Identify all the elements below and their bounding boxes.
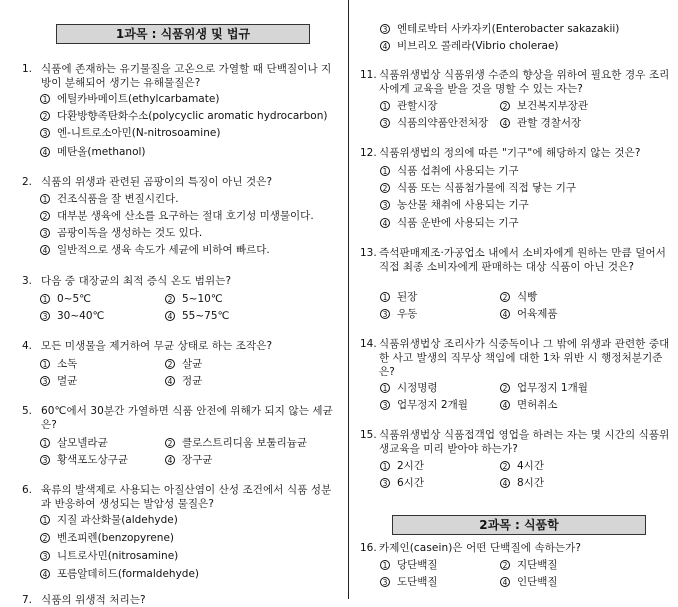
- option-1[interactable]: [380, 164, 519, 178]
- option-text: 메탄올(methanol): [57, 146, 146, 158]
- question-number: 5.: [22, 405, 33, 417]
- option-text: 면허취소: [517, 399, 558, 411]
- option-mark: 4: [380, 218, 390, 228]
- option-mark: 2: [165, 294, 175, 304]
- option-text: 30~40℃: [57, 310, 105, 322]
- option-mark: 2: [500, 383, 510, 393]
- option-mark: 3: [380, 478, 390, 488]
- option-1[interactable]: [380, 99, 438, 113]
- option-1[interactable]: [40, 357, 77, 371]
- question-3: [22, 274, 340, 288]
- option-mark: 2: [500, 461, 510, 471]
- question-stem: 식품의 위생적 처리는?: [41, 594, 146, 606]
- option-3[interactable]: [40, 309, 104, 323]
- option-text: 소독: [57, 358, 78, 370]
- question-14: [360, 337, 670, 379]
- question-stem: 다음 중 대장균의 최적 증식 온도 범위는?: [41, 275, 232, 287]
- option-text: 벤조피렌(benzopyrene): [57, 532, 175, 544]
- option-mark: 4: [500, 400, 510, 410]
- question-stem: 식품위생법의 정의에 따른 "기구"에 해당하지 않는 것은?: [379, 147, 641, 159]
- option-3[interactable]: [40, 453, 128, 467]
- option-text: 보건복지부장관: [517, 100, 589, 112]
- option-3[interactable]: [40, 374, 77, 388]
- option-text: 어육제품: [517, 308, 558, 320]
- option-mark: 4: [165, 376, 175, 386]
- question-stem: 모든 미생물을 제거하여 무균 상태로 하는 조작은?: [41, 340, 273, 352]
- option-mark: 3: [380, 200, 390, 210]
- option-4[interactable]: [500, 575, 558, 589]
- option-2[interactable]: [40, 109, 327, 123]
- option-2[interactable]: [500, 290, 537, 304]
- option-1[interactable]: [40, 513, 178, 527]
- option-text: 대부분 생육에 산소를 요구하는 절대 호기성 미생물이다.: [57, 210, 314, 222]
- option-1[interactable]: [40, 436, 108, 450]
- option-3[interactable]: [380, 476, 424, 490]
- question-13: [360, 246, 670, 274]
- option-2[interactable]: [165, 436, 307, 450]
- section-header-2: 2과목 : 식품학: [392, 515, 646, 535]
- option-mark: 3: [380, 400, 390, 410]
- option-3[interactable]: [380, 22, 619, 36]
- option-text: 8시간: [517, 477, 544, 489]
- question-number: 3.: [22, 275, 33, 287]
- question-number: 14.: [360, 338, 377, 350]
- question-stem: 즉석판매제조·가공업소 내에서 소비자에게 원하는 만큼 덜어서 직접 최종 소비자에게 판매하는 대상 식품이 아닌 것은?: [379, 247, 666, 273]
- option-mark: 1: [40, 359, 50, 369]
- option-mark: 2: [40, 111, 50, 121]
- option-mark: 3: [40, 551, 50, 561]
- option-4[interactable]: [165, 374, 202, 388]
- option-1[interactable]: [380, 558, 438, 572]
- question-16: [360, 541, 670, 555]
- question-number: 4.: [22, 340, 33, 352]
- question-number: 16.: [360, 542, 377, 554]
- option-text: 식빵: [517, 291, 538, 303]
- option-mark: 1: [40, 294, 50, 304]
- option-mark: 4: [40, 569, 50, 579]
- question-stem: 60℃에서 30분간 가열하면 식품 안전에 위해가 되지 않는 세균은?: [41, 405, 333, 431]
- option-2[interactable]: [500, 459, 544, 473]
- question-stem: 식품위생법상 조리사가 식중독이나 그 밖에 위생과 관련한 중대한 사고 발생의 직무상 책임에 대한 1차 위반 시 행정처분기준은?: [379, 338, 670, 378]
- question-7-partial: [22, 593, 340, 607]
- option-text: 업무정지 1개월: [517, 382, 588, 394]
- option-4[interactable]: [165, 453, 212, 467]
- option-1[interactable]: [40, 92, 219, 106]
- option-1[interactable]: [380, 381, 438, 395]
- option-text: 업무정지 2개월: [397, 399, 468, 411]
- option-text: 인단백질: [517, 576, 558, 588]
- option-mark: 3: [40, 455, 50, 465]
- question-12: [360, 146, 670, 160]
- option-2[interactable]: [500, 381, 588, 395]
- option-2[interactable]: [165, 292, 223, 306]
- option-mark: 2: [40, 533, 50, 543]
- option-text: 도단백질: [397, 576, 438, 588]
- option-mark: 3: [380, 118, 390, 128]
- option-text: 살균: [182, 358, 203, 370]
- option-text: 2시간: [397, 460, 424, 472]
- option-mark: 1: [380, 101, 390, 111]
- option-text: 된장: [397, 291, 418, 303]
- option-text: 농산물 채취에 사용되는 기구: [397, 199, 529, 211]
- option-mark: 2: [500, 292, 510, 302]
- option-text: 식품 또는 식품첨가물에 직접 닿는 기구: [397, 182, 576, 194]
- option-mark: 4: [380, 41, 390, 51]
- question-stem: 식품위생법상 식품위생 수준의 향상을 위하여 필요한 경우 조리사에게 교육을 받을 것을 명할 수 있는 자는?: [379, 69, 670, 95]
- option-mark: 1: [40, 94, 50, 104]
- option-mark: 4: [165, 455, 175, 465]
- option-text: 식품 섭취에 사용되는 기구: [397, 165, 519, 177]
- option-mark: 2: [500, 560, 510, 570]
- option-mark: 3: [40, 128, 50, 138]
- option-text: 니트로사민(nitrosamine): [57, 550, 179, 562]
- option-text: 황색포도상구균: [57, 454, 129, 466]
- question-stem: 카제인(casein)은 어떤 단백질에 속하는가?: [379, 542, 582, 554]
- question-6: [22, 483, 340, 511]
- question-number: 13.: [360, 247, 377, 259]
- option-2[interactable]: [500, 99, 588, 113]
- option-4[interactable]: [500, 398, 558, 412]
- option-mark: 4: [165, 311, 175, 321]
- option-2[interactable]: [500, 558, 558, 572]
- option-text: 관할시장: [397, 100, 438, 112]
- option-1[interactable]: [380, 290, 417, 304]
- question-4: [22, 339, 340, 353]
- option-text: 에틸카바메이트(ethylcarbamate): [57, 93, 220, 105]
- question-number: 6.: [22, 484, 33, 496]
- question-number: 7.: [22, 594, 33, 606]
- option-3[interactable]: [380, 116, 488, 130]
- question-number: 1.: [22, 63, 33, 75]
- option-mark: 1: [40, 194, 50, 204]
- option-text: 건조식품을 잘 변질시킨다.: [57, 193, 179, 205]
- option-mark: 4: [500, 478, 510, 488]
- question-15: [360, 428, 670, 456]
- option-mark: 4: [500, 118, 510, 128]
- option-text: 5~10℃: [182, 293, 223, 305]
- option-mark: 2: [380, 183, 390, 193]
- option-2[interactable]: [165, 357, 202, 371]
- option-text: 다환방향족탄화수소(polycyclic aromatic hydrocarbon): [57, 110, 328, 122]
- option-text: 일반적으로 생육 속도가 세균에 비하여 빠르다.: [57, 244, 270, 256]
- option-mark: 1: [380, 560, 390, 570]
- option-mark: 3: [40, 311, 50, 321]
- option-4[interactable]: [500, 476, 544, 490]
- option-mark: 4: [40, 147, 50, 157]
- option-3[interactable]: [380, 307, 417, 321]
- option-4[interactable]: [165, 309, 229, 323]
- question-stem: 식품에 존재하는 유기물질을 고온으로 가열할 때 단백질이나 지방이 분해되어 생기는 유해물질은?: [41, 63, 332, 89]
- option-3[interactable]: [380, 198, 529, 212]
- option-text: 엔-니트로소아민(N-nitrosoamine): [57, 127, 221, 139]
- question-2: [22, 175, 340, 189]
- option-mark: 1: [380, 461, 390, 471]
- option-mark: 3: [380, 309, 390, 319]
- question-number: 11.: [360, 69, 377, 81]
- option-3[interactable]: [40, 226, 202, 240]
- option-3[interactable]: [40, 126, 220, 140]
- question-5: [22, 404, 340, 432]
- option-2[interactable]: [40, 531, 174, 545]
- question-1: [22, 62, 340, 90]
- option-mark: 1: [380, 383, 390, 393]
- option-4[interactable]: [380, 216, 519, 230]
- option-1[interactable]: [380, 459, 424, 473]
- question-stem: 식품의 위생과 관련된 곰팡이의 특징이 아닌 것은?: [41, 176, 273, 188]
- option-4[interactable]: [40, 243, 270, 257]
- option-4[interactable]: [500, 116, 581, 130]
- option-mark: 1: [380, 292, 390, 302]
- option-4[interactable]: [500, 307, 558, 321]
- question-stem: 육류의 발색제로 사용되는 아질산염이 산성 조건에서 식품 성분과 반응하여 생성되는 발암성 물질은?: [41, 484, 332, 510]
- option-3[interactable]: [40, 549, 178, 563]
- option-mark: 4: [500, 309, 510, 319]
- option-mark: 4: [40, 245, 50, 255]
- question-number: 2.: [22, 176, 33, 188]
- option-text: 4시간: [517, 460, 544, 472]
- option-text: 포름알데히드(formaldehyde): [57, 568, 200, 580]
- column-divider: [348, 0, 349, 599]
- option-2[interactable]: [380, 181, 576, 195]
- option-text: 시정명령: [397, 382, 438, 394]
- option-1[interactable]: [40, 192, 179, 206]
- option-2[interactable]: [40, 209, 314, 223]
- option-mark: 4: [500, 577, 510, 587]
- option-mark: 3: [380, 577, 390, 587]
- option-mark: 1: [40, 438, 50, 448]
- option-mark: 2: [40, 211, 50, 221]
- section-header-1: 1과목 : 식품위생 및 법규: [56, 24, 310, 44]
- option-mark: 3: [380, 24, 390, 34]
- option-4[interactable]: [40, 145, 146, 159]
- question-stem: 식품위생법상 식품접객업 영업을 하려는 자는 몇 시간의 식품위생교육을 미리 받아야 하는가?: [379, 429, 670, 455]
- option-text: 우동: [397, 308, 418, 320]
- option-3[interactable]: [380, 575, 438, 589]
- question-number: 12.: [360, 147, 377, 159]
- option-text: 식품 운반에 사용되는 기구: [397, 217, 519, 229]
- option-3[interactable]: [380, 398, 468, 412]
- option-mark: 2: [500, 101, 510, 111]
- option-text: 식품의약품안전처장: [397, 117, 489, 129]
- option-text: 멸균: [57, 375, 78, 387]
- option-mark: 2: [165, 359, 175, 369]
- option-mark: 1: [40, 515, 50, 525]
- option-text: 장구균: [182, 454, 213, 466]
- option-text: 0~5℃: [57, 293, 91, 305]
- option-text: 클로스트리디움 보툴리늄균: [182, 437, 308, 449]
- option-4[interactable]: [380, 39, 559, 53]
- option-text: 지질 과산화물(aldehyde): [57, 514, 178, 526]
- option-text: 당단백질: [397, 559, 438, 571]
- option-text: 살모넬라균: [57, 437, 108, 449]
- option-text: 55~75℃: [182, 310, 230, 322]
- option-mark: 2: [165, 438, 175, 448]
- question-11: [360, 68, 670, 96]
- option-text: 6시간: [397, 477, 424, 489]
- option-1[interactable]: [40, 292, 91, 306]
- option-4[interactable]: [40, 567, 199, 581]
- option-text: 정균: [182, 375, 203, 387]
- option-text: 곰팡이독을 생성하는 것도 있다.: [57, 227, 203, 239]
- option-text: 관할 경찰서장: [517, 117, 582, 129]
- option-mark: 1: [380, 166, 390, 176]
- question-number: 15.: [360, 429, 377, 441]
- option-mark: 3: [40, 228, 50, 238]
- option-text: 엔테로박터 사카자키(Enterobacter sakazakii): [397, 23, 620, 35]
- option-text: 비브리오 콜레라(Vibrio cholerae): [397, 40, 559, 52]
- option-text: 지단백질: [517, 559, 558, 571]
- option-mark: 3: [40, 376, 50, 386]
